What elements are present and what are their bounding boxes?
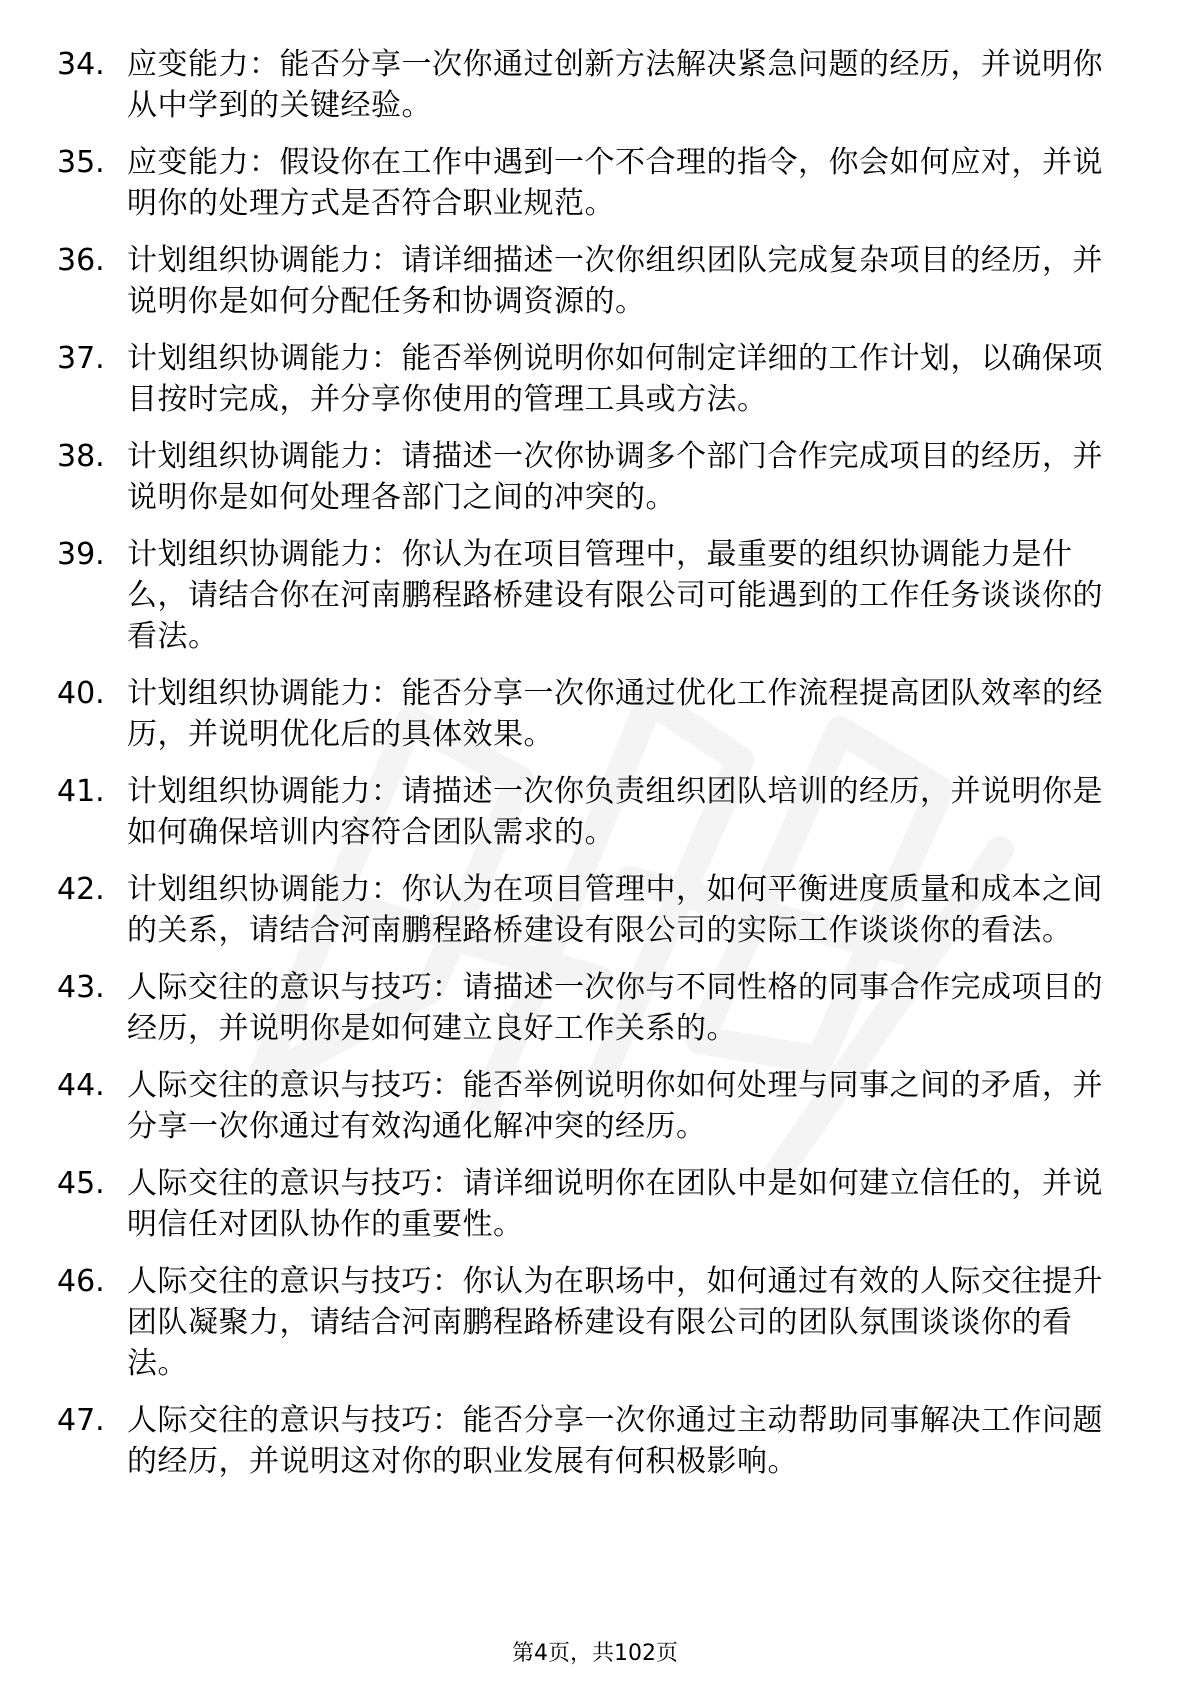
question-text: 人际交往的意识与技巧：能否举例说明你如何处理与同事之间的矛盾，并分享一次你通过有效沟通化解冲突的经历。 [127, 1068, 1103, 1144]
question-text: 计划组织协调能力：你认为在项目管理中，如何平衡进度质量和成本之间的关系，请结合河南鹏程路桥建设有限公司的实际工作谈谈你的看法。 [127, 872, 1103, 948]
question-number: 38. [57, 439, 105, 474]
list-item [57, 1065, 1117, 1147]
list-item [57, 1261, 1117, 1384]
question-number: 34. [57, 47, 105, 82]
question-text: 计划组织协调能力：能否举例说明你如何制定详细的工作计划，以确保项目按时完成，并分享你使用的管理工具或方法。 [127, 341, 1103, 417]
question-text: 计划组织协调能力：请描述一次你负责组织团队培训的经历，并说明你是如何确保培训内容符合团队需求的。 [127, 774, 1103, 850]
question-text: 人际交往的意识与技巧：请详细说明你在团队中是如何建立信任的，并说明信任对团队协作的重要性。 [127, 1166, 1103, 1242]
question-text: 人际交往的意识与技巧：请描述一次你与不同性格的同事合作完成项目的经历，并说明你是如何建立良好工作关系的。 [127, 970, 1103, 1046]
list-item [57, 1163, 1117, 1245]
question-number: 40. [57, 676, 105, 711]
question-text: 人际交往的意识与技巧：你认为在职场中，如何通过有效的人际交往提升团队凝聚力，请结合河南鹏程路桥建设有限公司的团队氛围谈谈你的看法。 [127, 1264, 1103, 1381]
list-item [57, 142, 1117, 224]
question-number: 39. [57, 537, 105, 572]
list-item [57, 44, 1117, 126]
question-number: 44. [57, 1068, 105, 1103]
question-number: 46. [57, 1264, 105, 1299]
list-item [57, 534, 1117, 657]
question-number: 36. [57, 243, 105, 278]
question-text: 应变能力：假设你在工作中遇到一个不合理的指令，你会如何应对，并说明你的处理方式是否符合职业规范。 [127, 145, 1103, 221]
question-number: 45. [57, 1166, 105, 1201]
question-number: 35. [57, 145, 105, 180]
question-text: 计划组织协调能力：你认为在项目管理中，最重要的组织协调能力是什么，请结合你在河南鹏程路桥建设有限公司可能遇到的工作任务谈谈你的看法。 [127, 537, 1103, 654]
question-list [57, 44, 1117, 1498]
question-number: 42. [57, 872, 105, 907]
question-text: 计划组织协调能力：能否分享一次你通过优化工作流程提高团队效率的经历，并说明优化后的具体效果。 [127, 676, 1103, 752]
list-item [57, 1400, 1117, 1482]
question-text: 计划组织协调能力：请描述一次你协调多个部门合作完成项目的经历，并说明你是如何处理各部门之间的冲突的。 [127, 439, 1103, 515]
question-text: 应变能力：能否分享一次你通过创新方法解决紧急问题的经历，并说明你从中学到的关键经验。 [127, 47, 1103, 123]
list-item [57, 338, 1117, 420]
list-item [57, 436, 1117, 518]
question-text: 计划组织协调能力：请详细描述一次你组织团队完成复杂项目的经历，并说明你是如何分配任务和协调资源的。 [127, 243, 1103, 319]
question-text: 人际交往的意识与技巧：能否分享一次你通过主动帮助同事解决工作问题的经历，并说明这对你的职业发展有何积极影响。 [127, 1403, 1103, 1479]
list-item [57, 771, 1117, 853]
list-item [57, 967, 1117, 1049]
list-item [57, 673, 1117, 755]
question-number: 41. [57, 774, 105, 809]
question-number: 37. [57, 341, 105, 376]
question-number: 43. [57, 970, 105, 1005]
list-item [57, 869, 1117, 951]
page-number-footer: 第4页，共102页 [512, 1641, 678, 1666]
list-item [57, 240, 1117, 322]
question-number: 47. [57, 1403, 105, 1438]
